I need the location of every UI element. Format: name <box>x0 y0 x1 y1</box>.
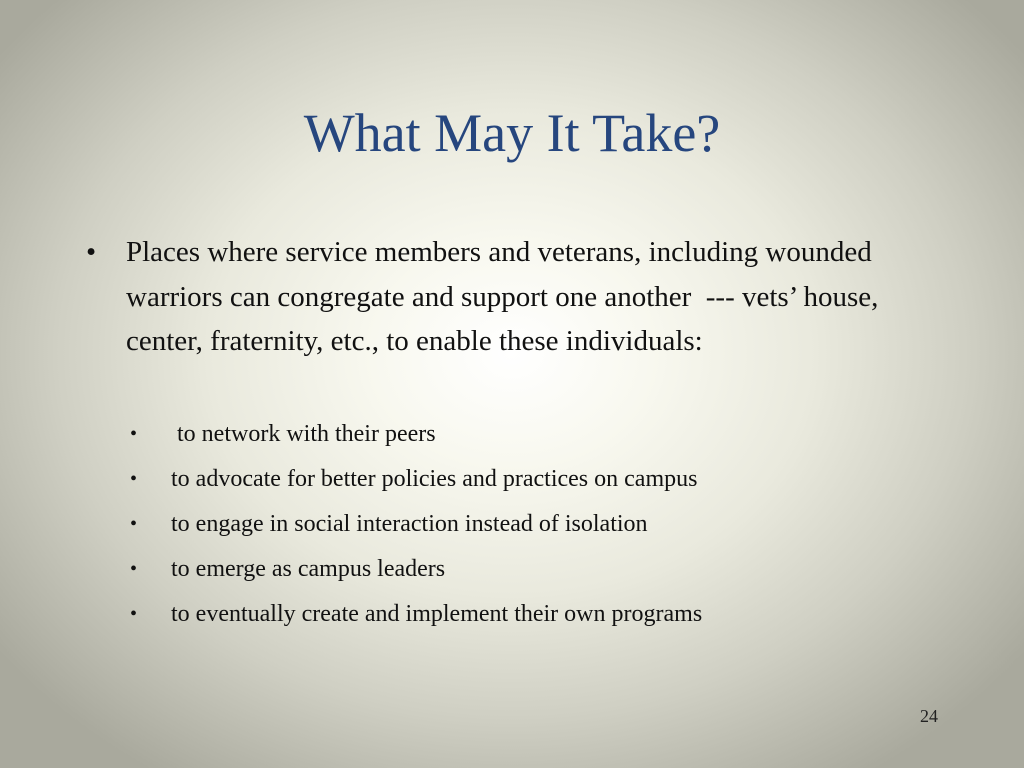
bullet-marker: • <box>130 513 138 535</box>
slide-title: What May It Take? <box>303 103 721 163</box>
sub-bullet-text: to eventually create and implement their own programs <box>171 601 703 627</box>
page-number: 24 <box>920 706 938 726</box>
sub-bullet-text: to engage in social interaction instead of isolation <box>171 511 648 537</box>
bullet-marker: • <box>130 468 138 490</box>
bullet-marker: • <box>86 236 97 268</box>
sub-bullet-item <box>130 502 950 547</box>
sub-bullet-text: to advocate for better policies and practices on campus <box>171 466 698 492</box>
bullet-marker: • <box>130 423 138 445</box>
sub-bullet-text: to emerge as campus leaders <box>171 556 446 582</box>
sub-bullet-item <box>130 547 950 592</box>
sub-bullet-text: to network with their peers <box>171 421 436 447</box>
sub-bullet-item <box>130 592 950 637</box>
sub-bullet-list <box>130 412 950 637</box>
bullet-marker: • <box>130 558 138 580</box>
bullet-marker: • <box>130 603 138 625</box>
sub-bullet-item <box>130 412 950 457</box>
main-bullet-text: Places where service members and veterans, including wounded warriors can congregate and support one another --- vets’ house, center, fraternity, etc., to enable these individuals: <box>126 236 886 357</box>
main-bullet <box>86 230 946 364</box>
sub-bullet-item <box>130 457 950 502</box>
